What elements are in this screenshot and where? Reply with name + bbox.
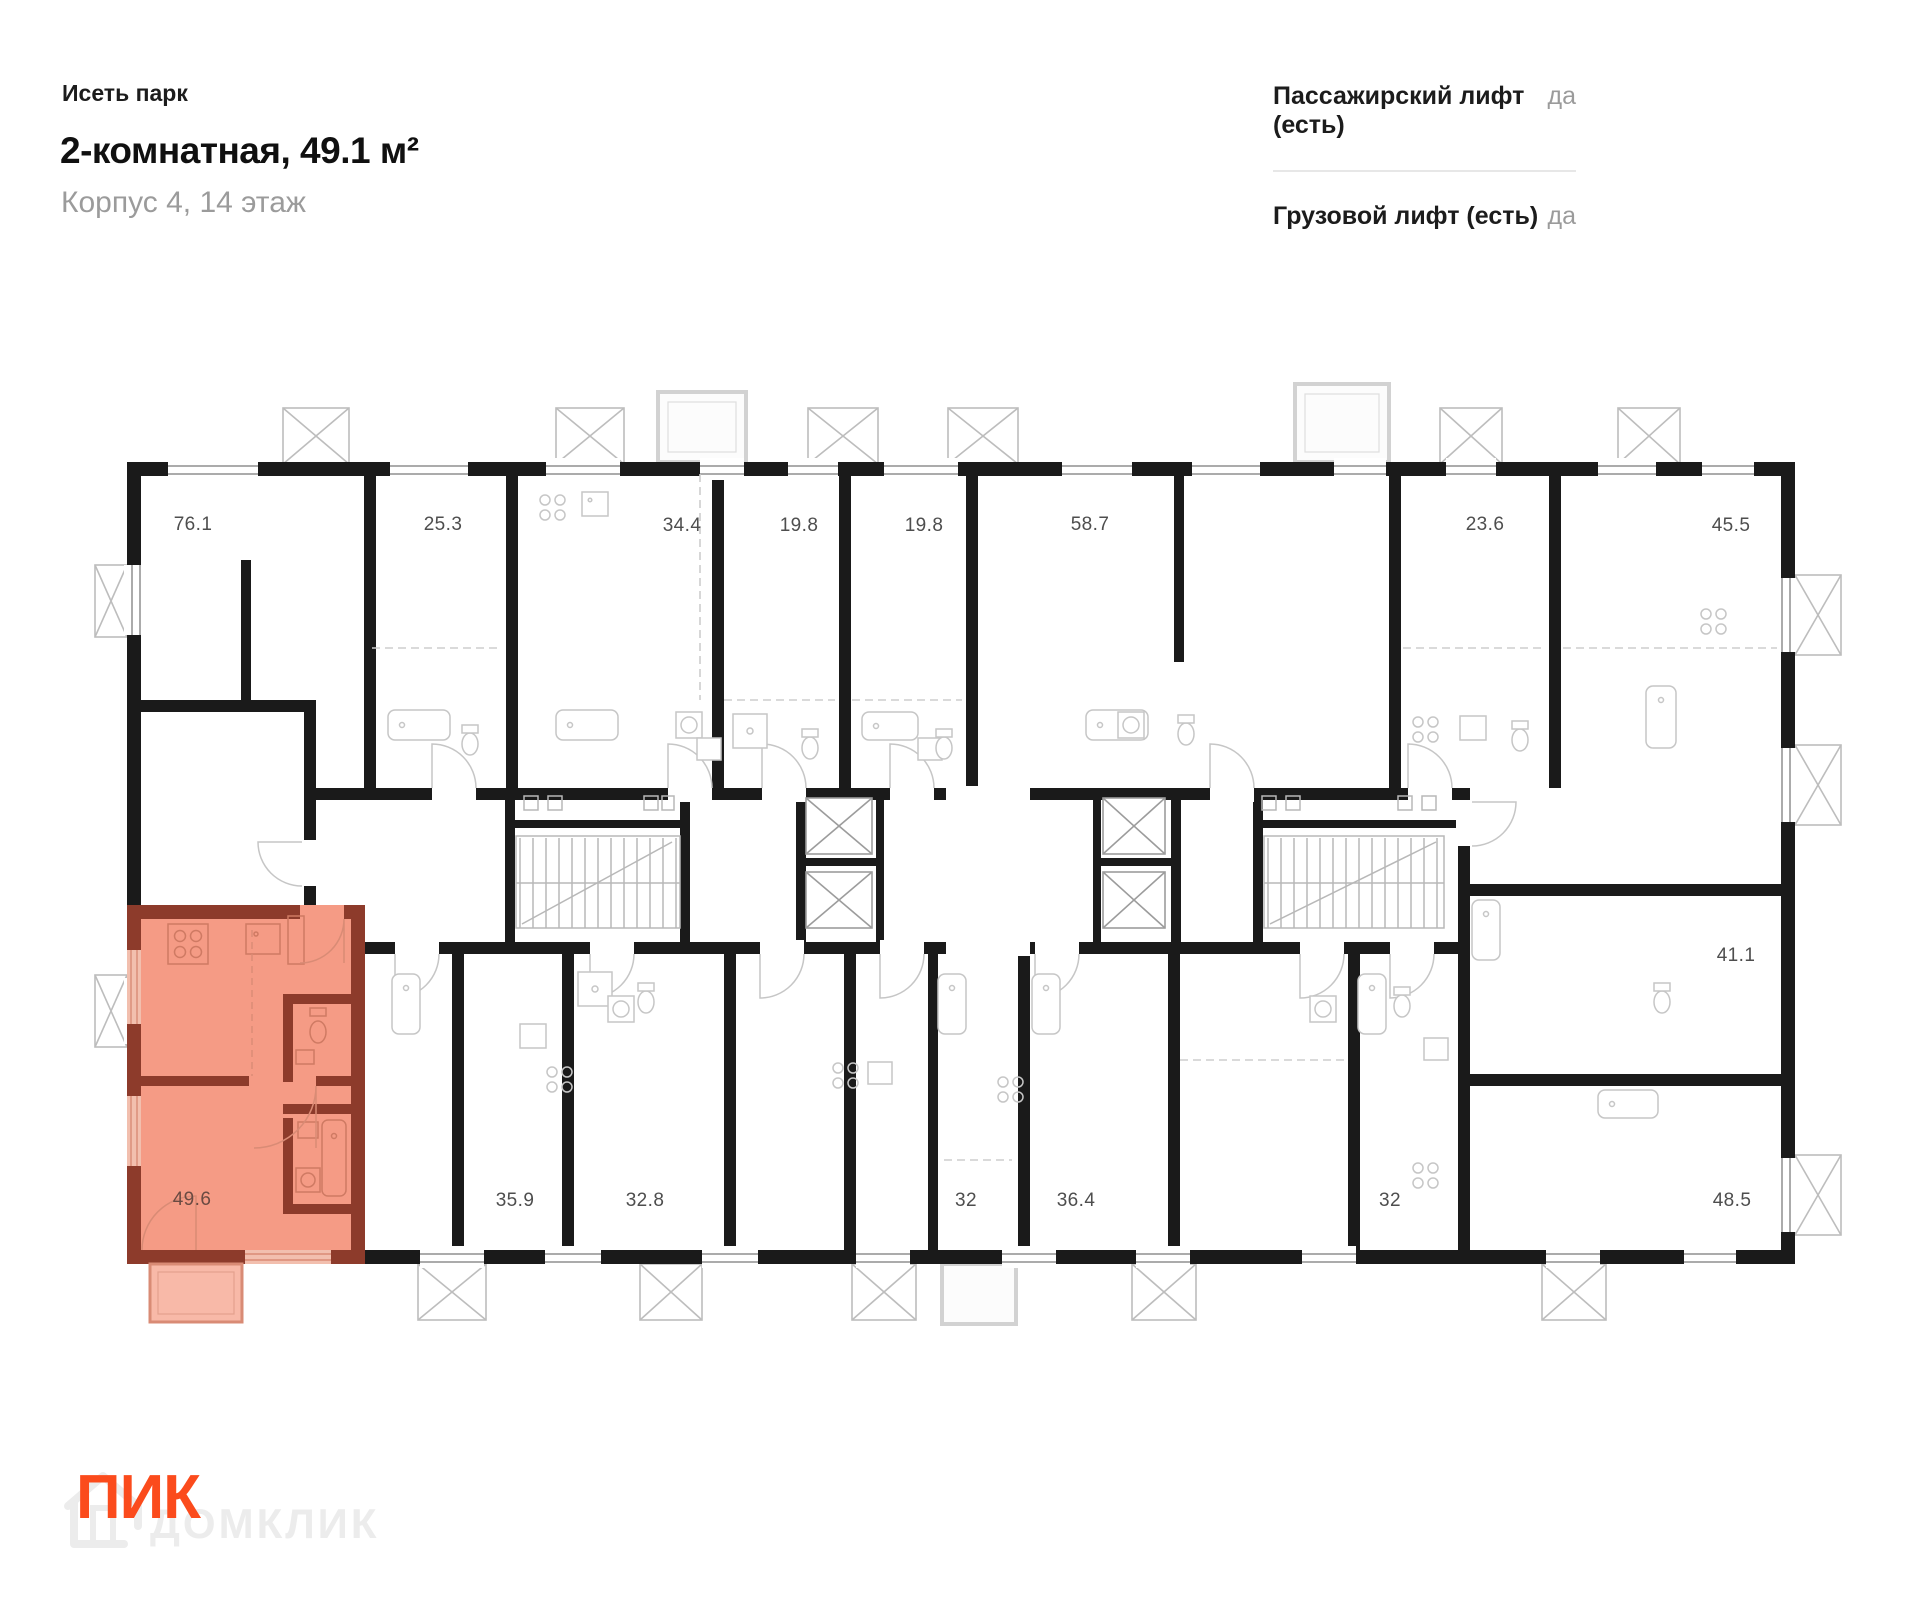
dashed-lines [372, 474, 1777, 1160]
area-label: 19.8 [779, 515, 819, 536]
area-label: 25.3 [423, 514, 463, 535]
area-label: 32.8 [625, 1190, 665, 1211]
area-label: 41.1 [1716, 945, 1756, 966]
area-label: 32 [955, 1190, 977, 1211]
project-name: Исеть парк [62, 80, 188, 106]
highlighted-apartment [127, 905, 365, 1322]
area-label: 23.6 [1465, 514, 1505, 535]
area-label: 34.4 [662, 515, 702, 536]
apartment-subtitle: Корпус 4, 14 этаж [61, 186, 306, 219]
passenger-elevator-value: да [1547, 82, 1576, 110]
cargo-elevator-value: да [1547, 202, 1576, 230]
area-label: 48.5 [1712, 1190, 1752, 1211]
passenger-elevator-label: Пассажирский лифт (есть) [1273, 82, 1525, 139]
highlighted-area-label: 49.6 [172, 1189, 212, 1210]
cargo-elevator-label: Грузовой лифт (есть) [1273, 202, 1539, 230]
watermark-text: ДОМКЛИК [150, 1500, 380, 1547]
area-label: 32 [1379, 1190, 1401, 1211]
door-arcs [258, 744, 1516, 998]
pik-logo: ПИК [76, 1463, 200, 1532]
door-gaps [302, 786, 1472, 956]
area-label: 19.8 [904, 515, 944, 536]
area-label: 45.5 [1711, 515, 1751, 536]
plan-walls [127, 462, 1795, 1264]
apartment-title: 2-комнатная, 49.1 м² [60, 130, 419, 171]
area-label: 36.4 [1056, 1190, 1096, 1211]
stairwell-left [516, 796, 680, 928]
area-label: 58.7 [1070, 514, 1110, 535]
stairwell-right [1262, 796, 1444, 928]
area-label: 76.1 [173, 514, 213, 535]
area-label: 35.9 [495, 1190, 535, 1211]
